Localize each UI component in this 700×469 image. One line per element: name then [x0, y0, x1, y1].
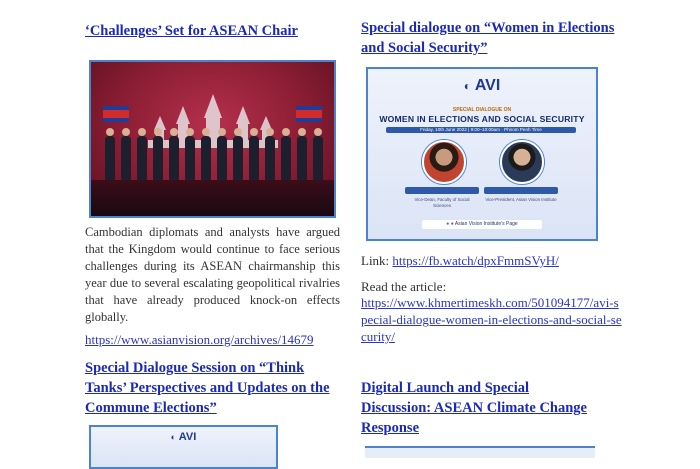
- article-paragraph: Cambodian diplomats and analysts have argued that the Kingdom would continue to face serious challenges during its ASEAN chairmanship this year due to several escalating geopolitical rivalries that have already produced knock-on effects globally.: [85, 225, 340, 324]
- speaker-avatar: [422, 140, 466, 184]
- person-figure: [265, 136, 275, 180]
- person-figure: [313, 136, 323, 180]
- globe-icon: ◐: [463, 79, 471, 93]
- asianvision-link[interactable]: https://www.asianvision.org/archives/14679: [85, 332, 314, 347]
- speaker-role: Vice-Dean, Faculty of Social Sciences: [414, 197, 470, 208]
- person-figure: [169, 136, 179, 180]
- stage-floor: [91, 180, 334, 216]
- headline-think-tanks[interactable]: Special Dialogue Session on “Think Tanks’ Perspectives and Updates on the Commune Elections”: [85, 360, 330, 416]
- facebook-icon: ●: [446, 221, 450, 227]
- facebook-video-link[interactable]: https://fb.watch/dpxFmmSVyH/: [392, 253, 559, 268]
- headline-women-elections[interactable]: Special dialogue on “Women in Elections and Social Security”: [361, 20, 615, 56]
- live-icon: ●: [450, 221, 454, 227]
- read-article-label: Read the article:: [361, 279, 447, 294]
- poster-title: WOMEN IN ELECTIONS AND SOCIAL SECURITY: [379, 114, 585, 124]
- speaker-role: Vice-President, Asian Vision Institute: [485, 197, 557, 202]
- link-line: [361, 252, 631, 269]
- headline-asean-chair[interactable]: ‘Challenges’ Set for ASEAN Chair: [85, 23, 298, 39]
- person-figure: [233, 136, 243, 180]
- person-figure: [185, 136, 195, 180]
- poster-footer: ● ● Asian Vision Institute's Page: [422, 220, 542, 229]
- asean-event-photo: [89, 60, 336, 218]
- dialogue-poster-thumbnail: [89, 425, 278, 469]
- person-figure: [137, 136, 147, 180]
- avi-logo: ◐ AVI: [463, 77, 501, 94]
- speaker-avatar: [500, 140, 544, 184]
- person-figure: [281, 136, 291, 180]
- cambodia-flag: [296, 106, 322, 122]
- speaker-name-tag: [405, 187, 479, 194]
- person-figure: [201, 136, 211, 180]
- person-figure: [297, 136, 307, 180]
- avi-logo: ◐ AVI: [170, 431, 197, 443]
- speaker-name-tag: [484, 187, 558, 194]
- person-figure: [249, 136, 259, 180]
- khmertimes-article-link[interactable]: https://www.khmertimeskh.com/501094177/avi-special-dialogue-women-in-elections-and-social-security/: [361, 295, 622, 344]
- climate-poster-thumbnail: [365, 446, 595, 458]
- women-elections-poster: [366, 67, 598, 241]
- link-label: Link:: [361, 253, 393, 268]
- person-figure: [121, 136, 131, 180]
- cambodia-flag: [103, 106, 129, 122]
- poster-subtitle: SPECIAL DIALOGUE ON: [452, 107, 512, 113]
- poster-date: Friday, 10th June 2022 | 9:00–10:00am · Phnom Penh Time: [386, 127, 576, 133]
- person-figure: [217, 136, 227, 180]
- globe-icon: ◐: [170, 432, 177, 442]
- person-figure: [153, 136, 163, 180]
- headline-climate-change[interactable]: Digital Launch and Special Discussion: ASEAN Climate Change Response: [361, 380, 587, 436]
- person-figure: [105, 136, 115, 180]
